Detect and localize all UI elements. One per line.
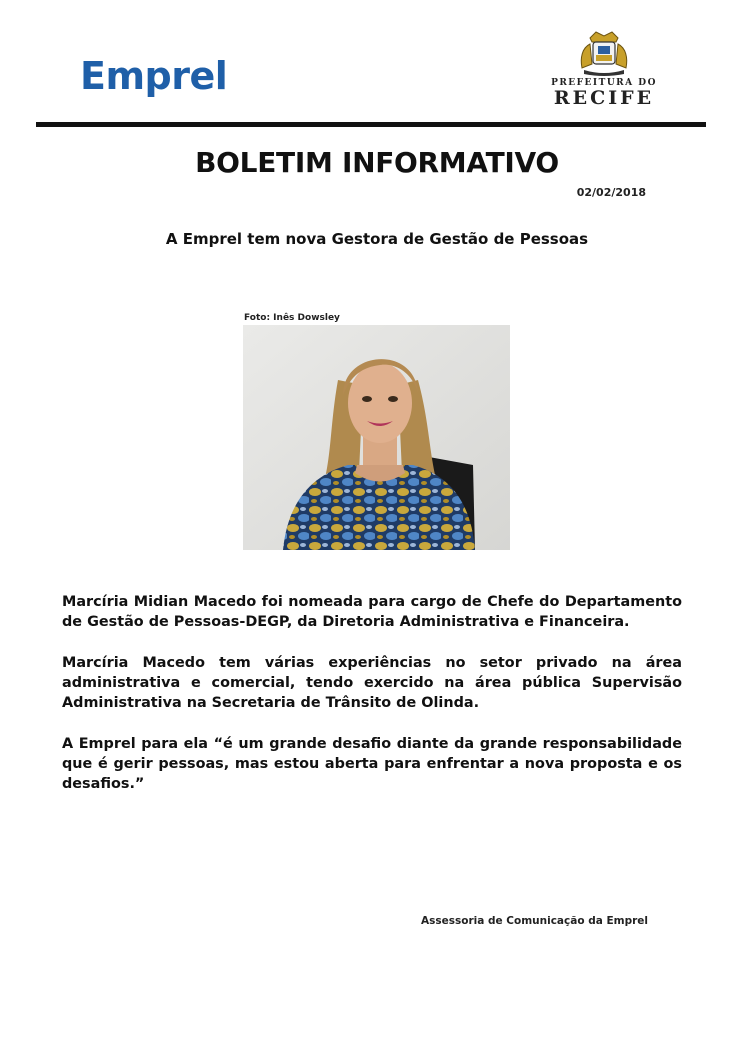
photo-caption: Foto: Inês Dowsley	[244, 313, 340, 323]
article-paragraph: A Emprel para ela “é um grande desafio diante da grande responsabilidade que é gerir pessoas, mas estou aberta para enfrentar a nova proposta e os desafios.”	[62, 736, 682, 792]
emprel-logo: Emprel	[80, 54, 228, 98]
portrait-image	[243, 325, 510, 550]
bulletin-subtitle: A Emprel tem nova Gestora de Gestão de Pessoas	[165, 230, 589, 248]
article-paragraph: Marcíria Macedo tem várias experiências no setor privado na área administrativa e comercial, tendo exercido na área pública Supervisão Administrativa na Secretaria de Trânsito de Olinda.	[62, 655, 682, 711]
article-body	[62, 592, 682, 815]
article-paragraph: Marcíria Midian Macedo foi nomeada para cargo de Chefe do Departamento de Gestão de Pessoas-DEGP, da Diretoria Administrativa e Financeira.	[62, 594, 682, 630]
bulletin-date: 02/02/2018	[576, 186, 646, 199]
signature: Assessoria de Comunicação da Emprel	[421, 915, 648, 927]
header-divider	[36, 122, 706, 127]
bulletin-title: BOLETIM INFORMATIVO	[195, 146, 559, 179]
recife-prefix: PREFEITURA DO	[551, 78, 657, 88]
recife-name: RECIFE	[553, 87, 655, 109]
recife-logo	[548, 28, 660, 108]
coat-of-arms-icon	[576, 28, 632, 76]
portrait-photo	[243, 325, 510, 550]
